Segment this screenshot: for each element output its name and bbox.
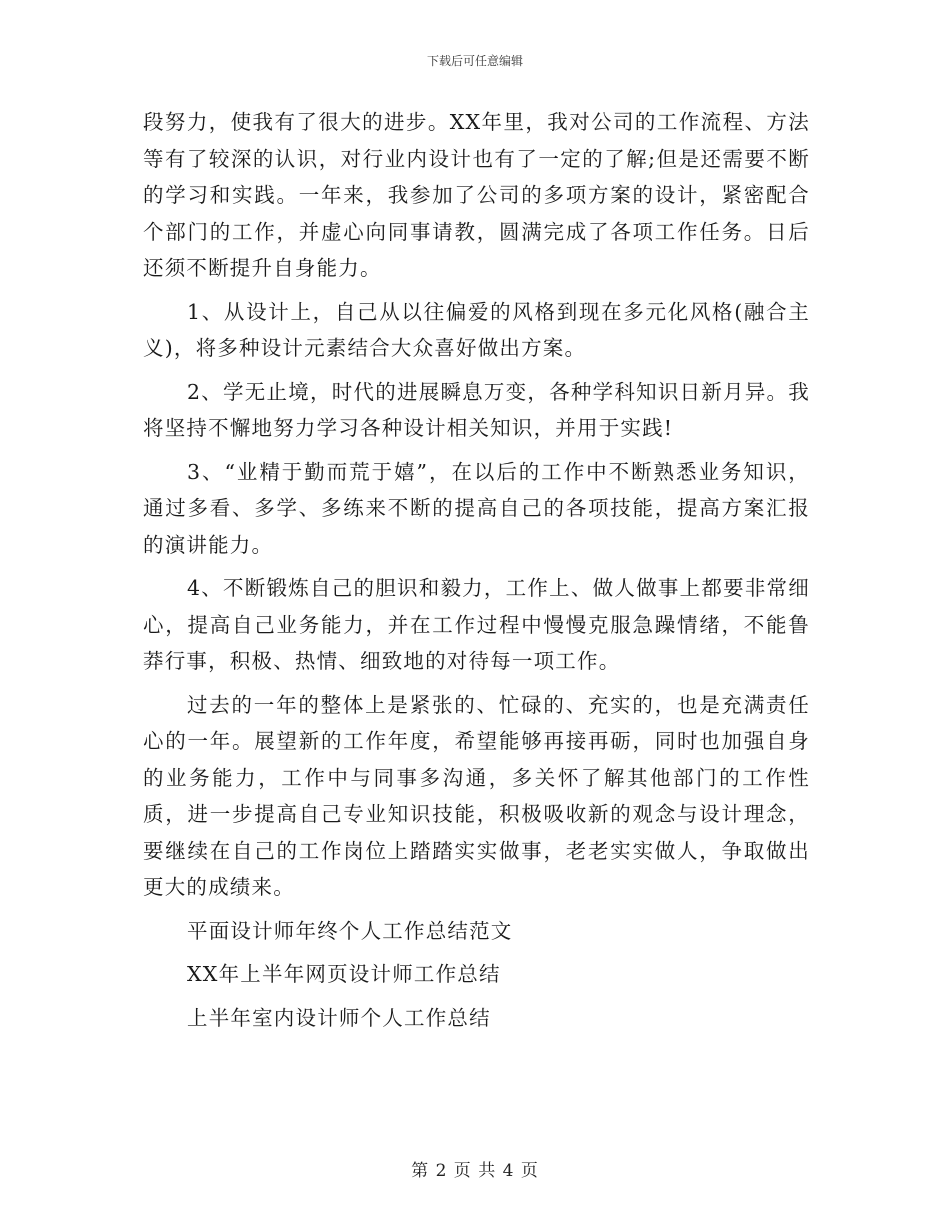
related-article-link[interactable]: 上半年室内设计师个人工作总结 [187,1005,491,1030]
page-header-note: 下载后可任意编辑 [426,54,523,68]
page-number-footer: 第 2 页 共 4 页 [411,1161,539,1181]
paragraph-item-4: 4、不断锻炼自己的胆识和毅力，工作上、做人做事上都要非常细心，提高自己业务能力，并在工作过程中慢慢克服急躁情绪，不能鲁莽行事，积极、热情、细致地的对待每一项工作。 [143,576,810,673]
paragraph-conclusion: 过去的一年的整体上是紧张的、忙碌的、充实的，也是充满责任心的一年。展望新的工作年度，希望能够再接再砺，同时也加强自身的业务能力，工作中与同事多沟通，多关怀了解其他部门的工作性质，进一步提高自己专业知识技能，积极吸收新的观念与设计理念，要继续在自己的工作岗位上踏踏实实做事，老老实实做人，争取做出更大的成绩来。 [143,692,810,899]
paragraph-item-3: 3、“业精于勤而荒于嬉”，在以后的工作中不断熟悉业务知识，通过多看、多学、多练来不断的提高自己的各项技能，提高方案汇报的演讲能力。 [143,459,810,557]
related-article-link[interactable]: XX年上半年网页设计师工作总结 [187,962,501,986]
paragraph-item-1: 1、从设计上，自己从以往偏爱的风格到现在多元化风格(融合主义)，将多种设计元素结合大众喜好做出方案。 [143,299,810,360]
paragraph-item-2: 2、学无止境，时代的进展瞬息万变，各种学科知识日新月异。我将坚持不懈地努力学习各种设计相关知识，并用于实践! [143,379,810,440]
document-body [143,104,810,1043]
paragraph-continuation: 段努力，使我有了很大的进步。XX年里，我对公司的工作流程、方法等有了较深的认识，对行业内设计也有了一定的了解;但是还需要不断的学习和实践。一年来，我参加了公司的多项方案的设计，紧密配合个部门的工作，并虚心向同事请教，圆满完成了各项工作任务。日后还须不断提升自身能力。 [143,110,810,280]
related-article-link[interactable]: 平面设计师年终个人工作总结范文 [187,918,513,943]
